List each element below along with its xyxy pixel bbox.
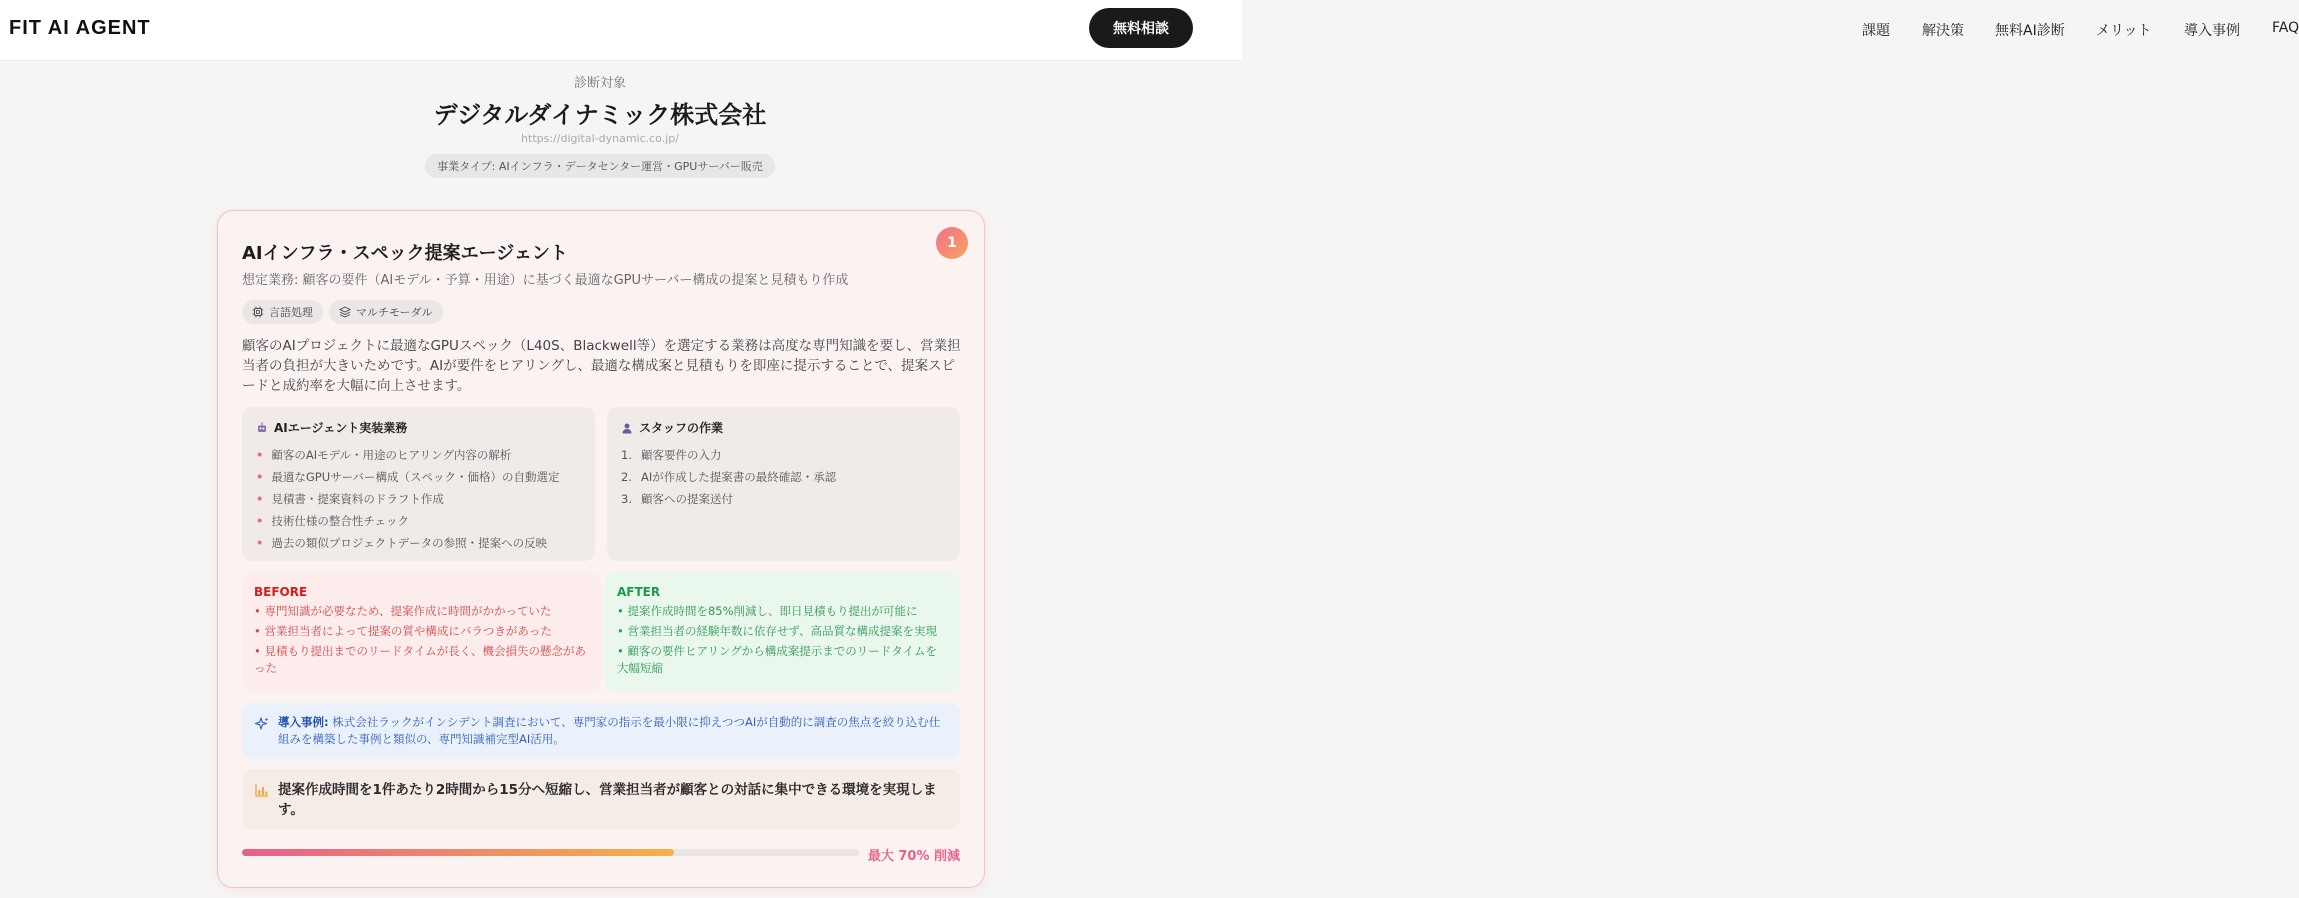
list-item: • 顧客の要件ヒアリングから構成案提示までのリードタイムを大幅短縮 (617, 644, 938, 675)
list-item: 3. 顧客への提案送付 (621, 492, 733, 506)
case-study-text: 株式会社ラックがインシデント調査において、専門家の指示を最小限に抑えつつAIが自動的に調査の焦点を絞り込む仕組みを構築した事例と類似の、専門知識補完型AI活用。 (278, 715, 941, 746)
after-list (617, 603, 948, 677)
sparkle-icon (254, 716, 270, 732)
tag-list (242, 300, 443, 324)
after-panel (605, 573, 960, 691)
business-type-badge: 事業タイプ: AIインフラ・データセンター運営・GPUサーバー販売 (425, 154, 775, 178)
agent-card (217, 210, 985, 888)
bar-chart-icon (254, 782, 270, 798)
nav-item-solutions[interactable]: 解決策 (1922, 23, 1964, 39)
agent-tasks-panel (242, 407, 595, 561)
company-name: デジタルダイナミック株式会社 (433, 101, 767, 129)
before-list (254, 603, 589, 677)
case-study-box (242, 703, 960, 759)
card-description: 顧客のAIプロジェクトに最適なGPUスペック（L40S、Blackwell等）を選定する業務は高度な専門知識を要し、営業担当者の負担が大きいためです。AIが要件をヒアリングし、最適な構成案と見積もりを即座に提示することで、提案スピードと成約率を大幅に向上させます。 (242, 338, 961, 394)
nav-item-faq[interactable]: FAQ (2272, 20, 2299, 36)
list-item: • 専門知識が必要なため、提案作成に時間がかかっていた (254, 604, 552, 618)
before-panel (242, 573, 601, 691)
reduction-progress-fill (242, 849, 674, 856)
business-type-row (0, 154, 1200, 178)
robot-icon (256, 422, 268, 434)
after-title: AFTER (617, 585, 661, 599)
agent-tasks-heading: AIエージェント実装業務 (274, 421, 408, 435)
staff-tasks-title (621, 419, 946, 436)
agent-task-list (256, 444, 581, 554)
site-logo[interactable]: FIT AI AGENT (9, 17, 151, 39)
list-item: • 営業担当者によって提案の質や構成にバラつきがあった (254, 624, 552, 638)
tag-multimodal (329, 300, 443, 324)
nav-item-cases[interactable]: 導入事例 (2184, 23, 2240, 39)
list-item: • 見積もり提出までのリードタイムが長く、機会損失の懸念があった (254, 644, 586, 675)
tag-label: マルチモーダル (356, 306, 433, 319)
agent-tasks-title (256, 419, 581, 436)
person-icon (621, 422, 633, 434)
card-number-badge: 1 (936, 227, 968, 259)
tag-label: 言語処理 (269, 306, 313, 319)
nav-item-free-diagnosis[interactable]: 無料AI診断 (1995, 23, 2065, 39)
nav-item-issues[interactable]: 課題 (1862, 23, 1890, 39)
card-subtitle: 想定業務: 顧客の要件（AIモデル・予算・用途）に基づく最適なGPUサーバー構成の提案と見積もり作成 (242, 273, 849, 288)
free-consultation-button[interactable]: 無料相談 (1089, 8, 1193, 48)
list-item: • 提案作成時間を85%削減し、即日見積もり提出が可能に (617, 604, 918, 618)
case-study-label: 導入事例: (278, 715, 329, 729)
staff-tasks-heading: スタッフの作業 (639, 421, 724, 435)
tag-language-processing (242, 300, 323, 324)
result-box (242, 769, 960, 829)
list-item: • 見積書・提案資料のドラフト作成 (256, 492, 444, 506)
list-item: 1. 顧客要件の入力 (621, 448, 722, 462)
layers-icon (339, 306, 351, 318)
nav-item-merits[interactable]: メリット (2096, 23, 2152, 39)
chip-icon (252, 306, 264, 318)
before-title: BEFORE (254, 585, 308, 599)
company-url: https://digital-dynamic.co.jp/ (521, 132, 679, 145)
list-item: • 技術仕様の整合性チェック (256, 514, 410, 528)
list-item: • 最適なGPUサーバー構成（スペック・価格）の自動選定 (256, 470, 560, 484)
list-item: • 顧客のAIモデル・用途のヒアリング内容の解析 (256, 448, 512, 462)
reduction-label: 最大 70% 削減 (867, 849, 960, 864)
card-title: AIインフラ・スペック提案エージェント (242, 243, 568, 264)
result-text: 提案作成時間を1件あたり2時間から15分へ短縮し、営業担当者が顧客との対話に集中できる環境を実現します。 (278, 782, 937, 818)
reduction-progress-bar (242, 849, 859, 856)
staff-task-list (621, 444, 946, 510)
site-header (0, 0, 2299, 61)
list-item: 2. AIが作成した提案書の最終確認・承認 (621, 470, 837, 484)
target-label: 診断対象 (573, 76, 626, 91)
staff-tasks-panel (607, 407, 960, 561)
list-item: • 過去の類似プロジェクトデータの参照・提案への反映 (256, 536, 548, 550)
list-item: • 営業担当者の経験年数に依存せず、高品質な構成提案を実現 (617, 624, 938, 638)
